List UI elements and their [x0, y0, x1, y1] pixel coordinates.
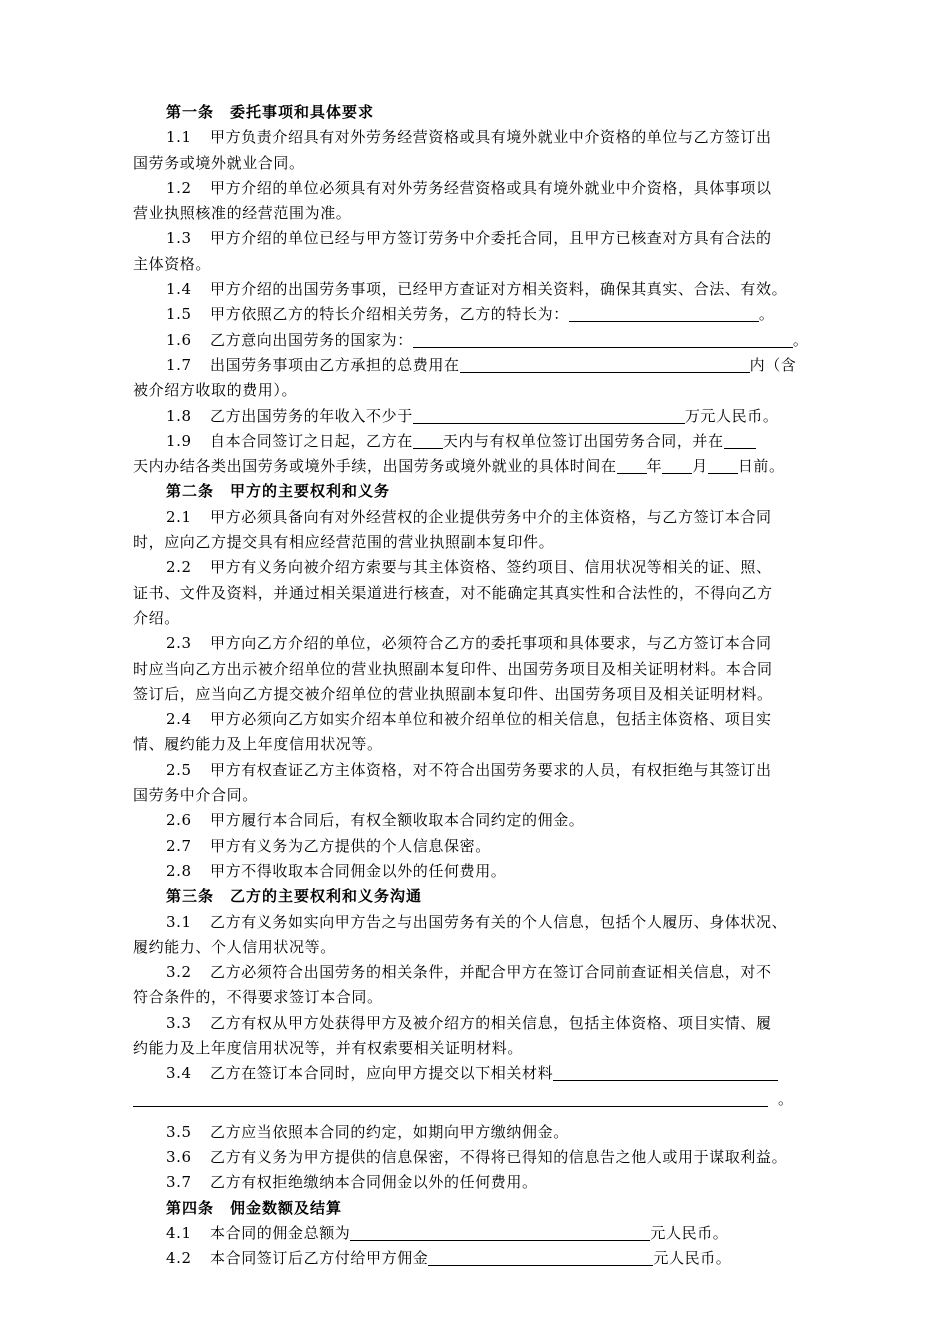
clause-4-1: 4.1 本合同的佣金总额为 元人民币。 [166, 1224, 729, 1243]
materials-blank-2[interactable] [133, 1090, 768, 1107]
contract-page [133, 100, 823, 1272]
commission-total-blank[interactable] [350, 1224, 650, 1241]
clause-3-4: 3.4 乙方在签订本合同时，应向甲方提交以下相关材料 [133, 1061, 823, 1086]
clause-1-1: 1.1 甲方负责介绍具有对外劳务经营资格或具有境外就业中介资格的单位与乙方签订出 [166, 128, 772, 147]
materials-blank-1[interactable] [553, 1064, 778, 1081]
clause-1-1-cont: 国劳务或境外就业合同。 [133, 153, 305, 172]
clause-2-3: 2.3 甲方向乙方介绍的单位，必须符合乙方的委托事项和具体要求，与乙方签订本合同 [166, 634, 772, 653]
clause-2-2-cont2: 介绍。 [133, 608, 180, 627]
annual-income-blank[interactable] [413, 407, 685, 424]
days-blank-1[interactable] [413, 432, 443, 449]
clause-2-3-cont: 时应当向乙方出示被介绍单位的营业执照副本复印件、出国劳务项目及相关证明材料。本合同 [133, 659, 773, 678]
clause-1-9: 1.9 自本合同签订之日起，乙方在 天内与有权单位签订出国劳务合同，并在 [133, 429, 823, 454]
clause-1-2: 1.2 甲方介绍的单位必须具有对外劳务经营资格或具有境外就业中介资格，具体事项以 [166, 178, 772, 197]
clause-3-1-cont: 履约能力、个人信用状况等。 [133, 937, 336, 956]
clause-2-5: 2.5 甲方有权查证乙方主体资格，对不符合出国劳务要求的人员，有权拒绝与其签订出 [166, 760, 772, 779]
section-4-title: 第四条 佣金数额及结算 [166, 1198, 343, 1217]
days-blank-2[interactable] [724, 432, 756, 449]
clause-4-2: 4.2 本合同签订后乙方付给甲方佣金 元人民币。 [166, 1249, 732, 1268]
year-blank[interactable] [617, 457, 647, 474]
clause-3-3-cont: 约能力及上年度信用状况等，并有权索要相关证明材料。 [133, 1038, 524, 1057]
clause-2-6: 2.6 甲方履行本合同后，有权全额收取本合同约定的佣金。 [166, 811, 585, 830]
clause-3-7: 3.7 乙方有权拒绝缴纳本合同佣金以外的任何费用。 [166, 1173, 538, 1192]
clause-2-2: 2.2 甲方有义务向被介绍方索要与其主体资格、签约项目、信用状况等相关的证、照、 [166, 558, 772, 577]
clause-1-6: 1.6 乙方意向出国劳务的国家为： 。 [166, 330, 809, 349]
section-1-title: 第一条 委托事项和具体要求 [166, 103, 375, 121]
clause-2-4: 2.4 甲方必须向乙方如实介绍本单位和被介绍单位的相关信息，包括主体资格、项目实 [166, 710, 772, 729]
clause-1-5: 1.5 甲方依照乙方的特长介绍相关劳务，乙方的特长为： 。 [166, 305, 775, 324]
clause-3-5: 3.5 乙方应当依照本合同的约定，如期向甲方缴纳佣金。 [166, 1122, 569, 1141]
section-3-title: 第三条 乙方的主要权利和义务沟通 [166, 887, 423, 906]
commission-paid-blank[interactable] [428, 1249, 653, 1266]
clause-1-2-cont: 营业执照核准的经营范围为准。 [133, 204, 352, 223]
clause-2-3-cont2: 签订后，应当向乙方提交被介绍单位的营业执照副本复印件、出国劳务项目及相关证明材料。 [133, 684, 773, 703]
section-2-title: 第二条 甲方的主要权利和义务 [166, 482, 391, 501]
country-blank[interactable] [413, 331, 793, 348]
clause-2-4-cont: 情、履约能力及上年度信用状况等。 [133, 735, 383, 754]
clause-2-1-cont: 时，应向乙方提交具有相应经营范围的营业执照副本复印件。 [133, 533, 555, 552]
clause-3-4-cont: 。 [133, 1087, 823, 1112]
clause-1-9-cont: 天内办结各类出国劳务或境外手续，出国劳务或境外就业的具体时间在 年 月 日前。 [133, 457, 785, 476]
clause-3-1: 3.1 乙方有义务如实向甲方告之与出国劳务有关的个人信息，包括个人履历、身体状况、 [166, 912, 788, 931]
clause-1-7-cont: 被介绍方收取的费用）。 [133, 381, 298, 400]
clause-2-8: 2.8 甲方不得收取本合同佣金以外的任何费用。 [166, 861, 507, 880]
clause-2-2-cont: 证书、文件及资料，并通过相关渠道进行核查，对不能确定其真实性和合法性的，不得向乙方 [133, 583, 773, 602]
clause-3-2: 3.2 乙方必须符合出国劳务的相关条件，并配合甲方在签订合同前查证相关信息，对不 [166, 963, 772, 982]
clause-2-1: 2.1 甲方必须具备向有对外经营权的企业提供劳务中介的主体资格，与乙方签订本合同 [166, 507, 772, 526]
clause-1-7: 1.7 出国劳务事项由乙方承担的总费用在 内（含 [166, 355, 797, 374]
clause-1-8: 1.8 乙方出国劳务的年收入不少于 万元人民币。 [166, 406, 779, 425]
clause-1-3-cont: 主体资格。 [133, 254, 212, 273]
day-blank[interactable] [708, 457, 738, 474]
clause-2-7: 2.7 甲方有义务为乙方提供的个人信息保密。 [166, 836, 491, 855]
clause-2-5-cont: 国劳务中介合同。 [133, 786, 258, 805]
total-fee-blank[interactable] [460, 356, 750, 373]
clause-3-6: 3.6 乙方有义务为甲方提供的信息保密，不得将已得知的信息告之他人或用于谋取利益。 [166, 1148, 788, 1167]
clause-1-4: 1.4 甲方介绍的出国劳务事项，已经甲方查证对方相关资料，确保其真实、合法、有效。 [166, 280, 788, 299]
clause-3-3: 3.3 乙方有权从甲方处获得甲方及被介绍方的相关信息，包括主体资格、项目实情、履 [166, 1013, 772, 1032]
clause-1-3: 1.3 甲方介绍的单位已经与甲方签订劳务中介委托合同，且甲方已核查对方具有合法的 [166, 229, 772, 248]
month-blank[interactable] [662, 457, 692, 474]
clause-3-2-cont: 符合条件的，不得要求签订本合同。 [133, 988, 383, 1007]
specialty-blank[interactable] [569, 305, 759, 322]
